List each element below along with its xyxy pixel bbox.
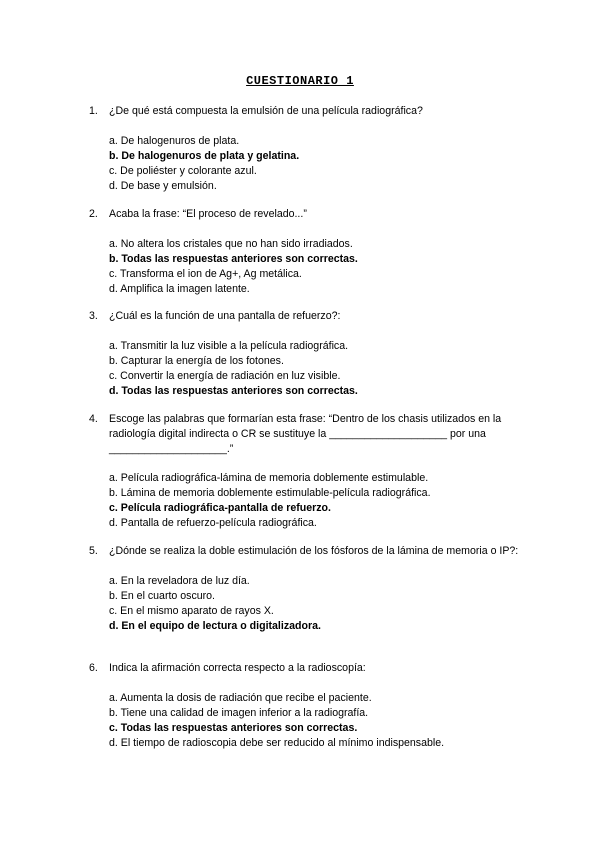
option-a: a. No altera los cristales que no han sido irradiados.: [109, 237, 353, 250]
option-a: a. Transmitir la luz visible a la película radiográfica.: [109, 339, 349, 352]
question-number: 5.: [89, 545, 98, 557]
question-number: 2.: [89, 208, 98, 220]
question-text: ¿Cuál es la función de una pantalla de refuerzo?:: [109, 310, 341, 322]
option-d: d. El tiempo de radioscopia debe ser reducido al mínimo indispensable.: [109, 736, 445, 749]
question-number: 4.: [89, 413, 98, 425]
option-d: d. Pantalla de refuerzo-película radiográfica.: [109, 517, 317, 530]
option-c-correct: c. Película radiográfica-pantalla de refuerzo.: [109, 502, 331, 515]
question-4: [89, 412, 529, 531]
option-a: a. Aumenta la dosis de radiación que recibe el paciente.: [109, 691, 372, 704]
option-a: a. De halogenuros de plata.: [109, 134, 240, 147]
option-c: c. De poliéster y colorante azul.: [109, 164, 257, 177]
option-b: b. En el cuarto oscuro.: [109, 589, 215, 602]
question-number: 3.: [89, 310, 98, 322]
option-b-correct: b. Todas las respuestas anteriores son correctas.: [109, 252, 358, 265]
question-6: [89, 661, 529, 751]
document-title: CUESTIONARIO 1: [246, 74, 354, 88]
answer-options: [109, 691, 529, 751]
question-text: ¿Dónde se realiza la doble estimulación de los fósforos de la lámina de memoria o IP?:: [109, 545, 519, 557]
option-c: c. En el mismo aparato de rayos X.: [109, 604, 274, 617]
option-d: d. Amplifica la imagen latente.: [109, 282, 250, 295]
option-b: b. Capturar la energía de los fotones.: [109, 354, 284, 367]
answer-options: [109, 237, 529, 297]
question-number: 1.: [89, 105, 98, 117]
option-d-correct: d. Todas las respuestas anteriores son correctas.: [109, 384, 358, 397]
question-5: [89, 544, 529, 634]
answer-options: [109, 471, 529, 531]
option-b: b. Lámina de memoria doblemente estimulable-película radiográfica.: [109, 487, 431, 500]
question-3: [89, 309, 529, 399]
answer-options: [109, 574, 529, 634]
question-text: Indica la afirmación correcta respecto a la radioscopía:: [109, 662, 366, 674]
question-1: [89, 104, 529, 194]
option-b-correct: b. De halogenuros de plata y gelatina.: [109, 149, 300, 162]
question-2: [89, 207, 529, 297]
question-number: 6.: [89, 662, 98, 674]
option-c: c. Convertir la energía de radiación en luz visible.: [109, 369, 341, 382]
option-b: b. Tiene una calidad de imagen inferior a la radiografía.: [109, 706, 369, 719]
option-d-correct: d. En el equipo de lectura o digitalizadora.: [109, 619, 321, 632]
question-text: ¿De qué está compuesta la emulsión de una película radiográfica?: [109, 105, 423, 117]
option-d: d. De base y emulsión.: [109, 179, 217, 192]
question-text: Escoge las palabras que formarían esta frase: “Dentro de los chasis utilizados en la radiología digital indirecta o CR se sustituye la ____________________ por una ____________________.”: [109, 413, 502, 455]
option-c: c. Transforma el ion de Ag+, Ag metálica.: [109, 267, 302, 280]
option-a: a. En la reveladora de luz día.: [109, 574, 250, 587]
option-a: a. Película radiográfica-lámina de memoria doblemente estimulable.: [109, 472, 429, 485]
answer-options: [109, 339, 529, 399]
question-text: Acaba la frase: “El proceso de revelado...”: [109, 208, 307, 220]
answer-options: [109, 134, 529, 194]
option-c-correct: c. Todas las respuestas anteriores son correctas.: [109, 721, 358, 734]
